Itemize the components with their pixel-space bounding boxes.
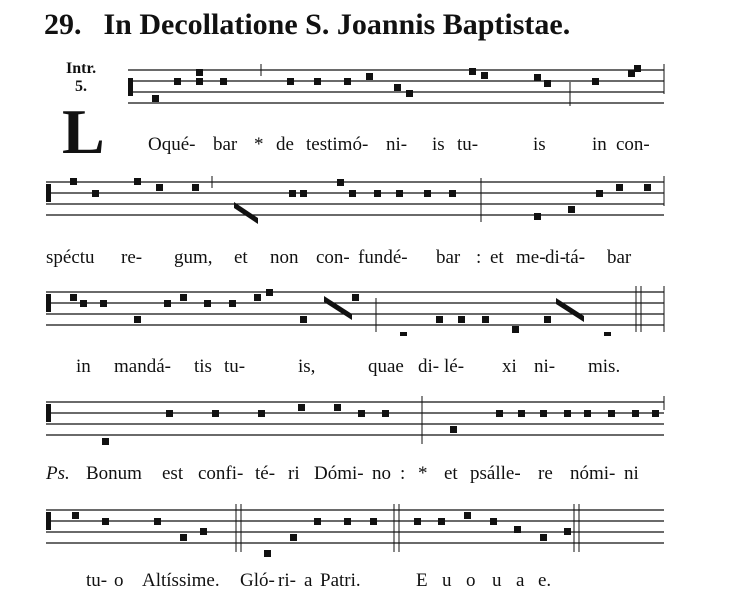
syllable: té- xyxy=(255,463,276,484)
syllable: tu- xyxy=(224,356,246,377)
syllable: a xyxy=(304,570,313,591)
neumes-5 xyxy=(72,512,571,557)
staff-4-lines xyxy=(44,396,666,450)
syllable: * xyxy=(418,463,428,484)
chant-title-bar xyxy=(44,8,570,42)
syllable: non xyxy=(270,247,299,268)
staff-2-lines xyxy=(44,176,666,226)
syllable: : xyxy=(400,463,406,484)
syllable: o xyxy=(466,570,476,591)
syllable: tis xyxy=(194,356,212,377)
syllable: et xyxy=(444,463,458,484)
staff-5-lines xyxy=(44,504,666,560)
syllable: me- xyxy=(516,247,546,268)
syllable: tu- xyxy=(457,134,479,155)
syllable: mis. xyxy=(588,356,621,377)
syllable: Patri. xyxy=(320,570,361,591)
syllable: o xyxy=(114,570,124,591)
syllable: gum, xyxy=(174,247,213,268)
syllable: ni- xyxy=(386,134,408,155)
syllable: confi- xyxy=(198,463,244,484)
neumes-2 xyxy=(70,178,651,220)
lyric-line-2 xyxy=(0,247,750,273)
syllable: u xyxy=(442,570,452,591)
syllable: is xyxy=(432,134,445,155)
syllable: is xyxy=(533,134,546,155)
staff-3 xyxy=(44,286,666,336)
syllable: tá- xyxy=(565,247,586,268)
initial-letter: L xyxy=(62,96,105,167)
syllable: di- xyxy=(418,356,440,377)
syllable: xi xyxy=(502,356,517,377)
chant-number: 29. xyxy=(44,8,82,41)
syllable: con- xyxy=(316,247,350,268)
ligature-icon xyxy=(556,298,584,322)
syllable: Bonum xyxy=(86,463,142,484)
staff-1-lines xyxy=(44,64,666,114)
c-clef-icon xyxy=(46,404,51,422)
syllable: est xyxy=(162,463,184,484)
syllable: spéctu xyxy=(46,247,95,268)
c-clef-icon xyxy=(128,78,133,96)
syllable: Oqué- xyxy=(148,134,196,155)
c-clef-icon xyxy=(46,294,51,312)
syllable: et xyxy=(490,247,504,268)
syllable: ni- xyxy=(534,356,556,377)
syllable: bar xyxy=(436,247,461,268)
lyric-line-1 xyxy=(0,134,750,160)
syllable: quae xyxy=(368,356,404,377)
lyric-line-5 xyxy=(0,570,750,596)
syllable: is, xyxy=(298,356,316,377)
syllable: mandá- xyxy=(114,356,171,377)
syllable: : xyxy=(476,247,482,268)
mode-number: 5. xyxy=(75,78,88,95)
syllable: fundé- xyxy=(358,247,408,268)
staff-4 xyxy=(44,396,666,450)
staff-5 xyxy=(44,504,666,560)
staff-3-lines xyxy=(44,286,666,336)
psalm-abbrev: Ps. xyxy=(46,463,70,484)
syllable: in xyxy=(76,356,91,377)
c-clef-icon xyxy=(46,512,51,530)
syllable: a xyxy=(516,570,525,591)
syllable: Altíssime. xyxy=(142,570,220,591)
staff-2 xyxy=(44,176,666,226)
c-clef-icon xyxy=(46,184,51,202)
syllable: in xyxy=(592,134,607,155)
syllable: * xyxy=(254,134,264,155)
syllable: re xyxy=(538,463,553,484)
lyric-line-3 xyxy=(0,356,750,382)
syllable: re- xyxy=(121,247,143,268)
syllable: ri- xyxy=(278,570,296,591)
ligature-icon xyxy=(234,202,258,224)
syllable: bar xyxy=(213,134,238,155)
syllable: u xyxy=(492,570,502,591)
lyric-line-4 xyxy=(0,463,750,489)
syllable: bar xyxy=(607,247,632,268)
syllable: no xyxy=(372,463,391,484)
ligature-icon xyxy=(324,296,352,320)
syllable: nómi- xyxy=(570,463,616,484)
syllable: et xyxy=(234,247,248,268)
syllable: E xyxy=(416,570,428,591)
syllable: psálle- xyxy=(470,463,521,484)
syllable: con- xyxy=(616,134,650,155)
syllable: de xyxy=(276,134,294,155)
syllable: lé- xyxy=(444,356,465,377)
chant-title: In Decollatione S. Joannis Baptistae. xyxy=(103,8,571,41)
staff-1 xyxy=(44,64,666,114)
syllable: ri xyxy=(288,463,300,484)
mode-label: Intr. xyxy=(66,60,97,77)
syllable: Dómi- xyxy=(314,463,364,484)
syllable: e. xyxy=(538,570,552,591)
syllable: tu- xyxy=(86,570,108,591)
syllable: testimó- xyxy=(306,134,369,155)
syllable: Gló- xyxy=(240,570,275,591)
syllable: ni xyxy=(624,463,639,484)
syllable: di- xyxy=(545,247,567,268)
